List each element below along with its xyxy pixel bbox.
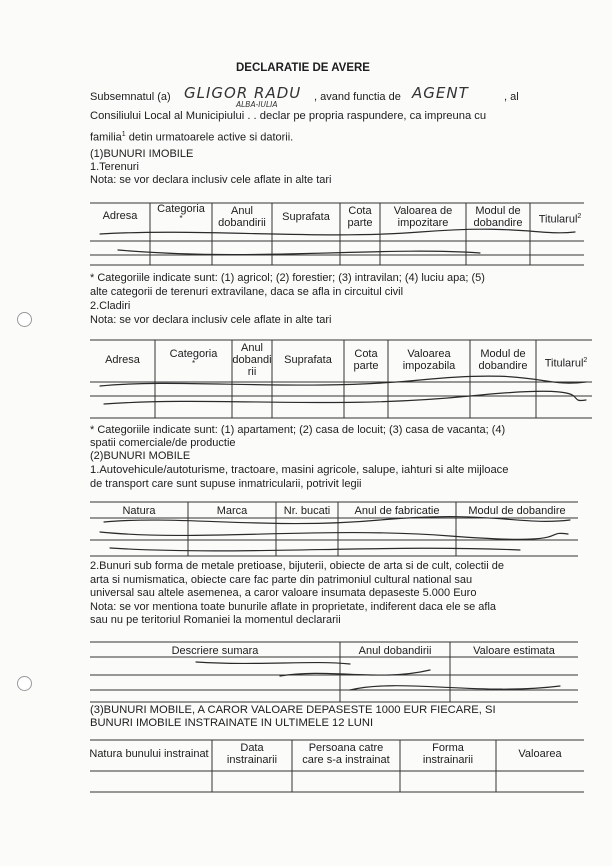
- col-marca: Marca: [216, 505, 248, 517]
- col-titularul: Titularul$^2$: [544, 357, 588, 370]
- col-valoare-estimata: Valoare estimata: [473, 645, 555, 657]
- intro-subsemnatul: Subsemnatul (a): [90, 91, 171, 103]
- col-suprafata: Suprafata: [282, 211, 330, 223]
- handwritten-name: GLIGOR RADU: [184, 84, 302, 102]
- col-categoria: Categoria *: [169, 348, 218, 368]
- col-anul-fabricatie: Anul de fabricatie: [354, 505, 440, 517]
- col-modul-dobandire: Modul de dobandire: [478, 348, 528, 372]
- terenuri-note: Nota: se vor declara inclusiv cele aflate in alte tari: [90, 174, 332, 186]
- page-title: DECLARATIE DE AVERE: [236, 62, 370, 74]
- col-valoarea-impozabila: Valoarea impozabila: [402, 348, 456, 372]
- col-data-instrainarii: Data instrainarii: [226, 742, 278, 766]
- vehicule-paragraph-1: 1.Autovehicule/autoturisme, tractoare, masini agricole, salupe, iahturi si alte mijloace: [90, 464, 509, 476]
- col-cota-parte: Cota parte: [353, 348, 379, 372]
- handwritten-city: ALBA-IULIA: [236, 100, 278, 109]
- col-cota-parte: Cota parte: [347, 205, 373, 229]
- col-valoarea: Valoarea: [518, 748, 562, 760]
- cladiri-footnote-2: spatii comerciale/de productie: [90, 437, 236, 449]
- col-natura-bunului: Natura bunului instrainat: [89, 748, 209, 760]
- section-2-heading: (2)BUNURI MOBILE: [90, 450, 191, 462]
- col-suprafata: Suprafata: [284, 354, 332, 366]
- section-3-heading-1: (3)BUNURI MOBILE, A CAROR VALOARE DEPASESTE 1000 EUR FIECARE, SI: [90, 704, 496, 716]
- intro-al: , al: [504, 91, 519, 103]
- intro-line-3: familia$^1$ detin urmatoarele active si datorii.: [90, 131, 294, 144]
- col-anul-dobandirii: Anul dobandirii: [218, 205, 266, 229]
- section-1-heading: (1)BUNURI IMOBILE: [90, 148, 194, 160]
- col-persoana: Persoana catre care s-a instrainat: [302, 742, 390, 766]
- bunuri-pretioase-paragraph: 2.Bunuri sub forma de metale pretioase, bijuterii, obiecte de arta si de cult, colectii de arta si numismatica, obiecte care fac parte din patrimoniul cultural national sau universal sau altele asemenea, a caror valoare insumata depaseste 5.000 Euro Nota: se vor mentiona toate bunurile aflate in proprietate, indiferent daca ele se afla sau nu pe teritoriul Romaniei la momentul declararii: [90, 560, 504, 626]
- intro-line-2: Consiliului Local al Municipiului . . declar pe propria raspundere, ca impreuna cu: [90, 110, 487, 122]
- col-forma-instrainarii: Forma instrainarii: [422, 742, 474, 766]
- vehicule-paragraph-2: de transport care sunt supuse inmatricularii, potrivit legii: [90, 478, 362, 490]
- intro-avand: , avand functia de: [314, 91, 401, 103]
- cladiri-note: Nota: se vor declara inclusiv cele aflate in alte tari: [90, 314, 332, 326]
- section-3-heading-2: BUNURI IMOBILE INSTRAINATE IN ULTIMELE 12 LUNI: [90, 717, 374, 729]
- col-adresa: Adresa: [105, 354, 140, 366]
- cladiri-footnote-1: * Categoriile indicate sunt: (1) apartament; (2) casa de locuit; (3) casa de vacanta; (4): [90, 424, 506, 436]
- col-anul-dobandirii: Anul dobandirii: [358, 645, 432, 657]
- terenuri-footnote-2: alte categorii de terenuri extravilane, daca se afla in circuitul civil: [90, 286, 404, 298]
- col-valoarea-impozitare: Valoarea de impozitare: [393, 205, 453, 229]
- col-descriere-sumara: Descriere sumara: [171, 645, 259, 657]
- cladiri-heading: 2.Cladiri: [90, 300, 131, 312]
- col-modul-dobandire: Modul de dobandire: [473, 205, 523, 229]
- col-nr-bucati: Nr. bucati: [283, 505, 331, 517]
- col-titularul: Titularul$^2$: [538, 213, 582, 226]
- terenuri-footnote-1: * Categoriile indicate sunt: (1) agricol; (2) forestier; (3) intravilan; (4) luciu apa; (5): [90, 272, 485, 284]
- col-adresa: Adresa: [102, 210, 138, 222]
- col-natura: Natura: [122, 505, 156, 517]
- col-categoria: Categoria *: [157, 203, 205, 223]
- col-modul-dobandire: Modul de dobandire: [468, 505, 566, 517]
- col-anul-dobandirii: Anul dobandi rii: [232, 342, 272, 378]
- terenuri-heading: 1.Terenuri: [90, 161, 139, 173]
- handwritten-functia: AGENT: [412, 84, 469, 102]
